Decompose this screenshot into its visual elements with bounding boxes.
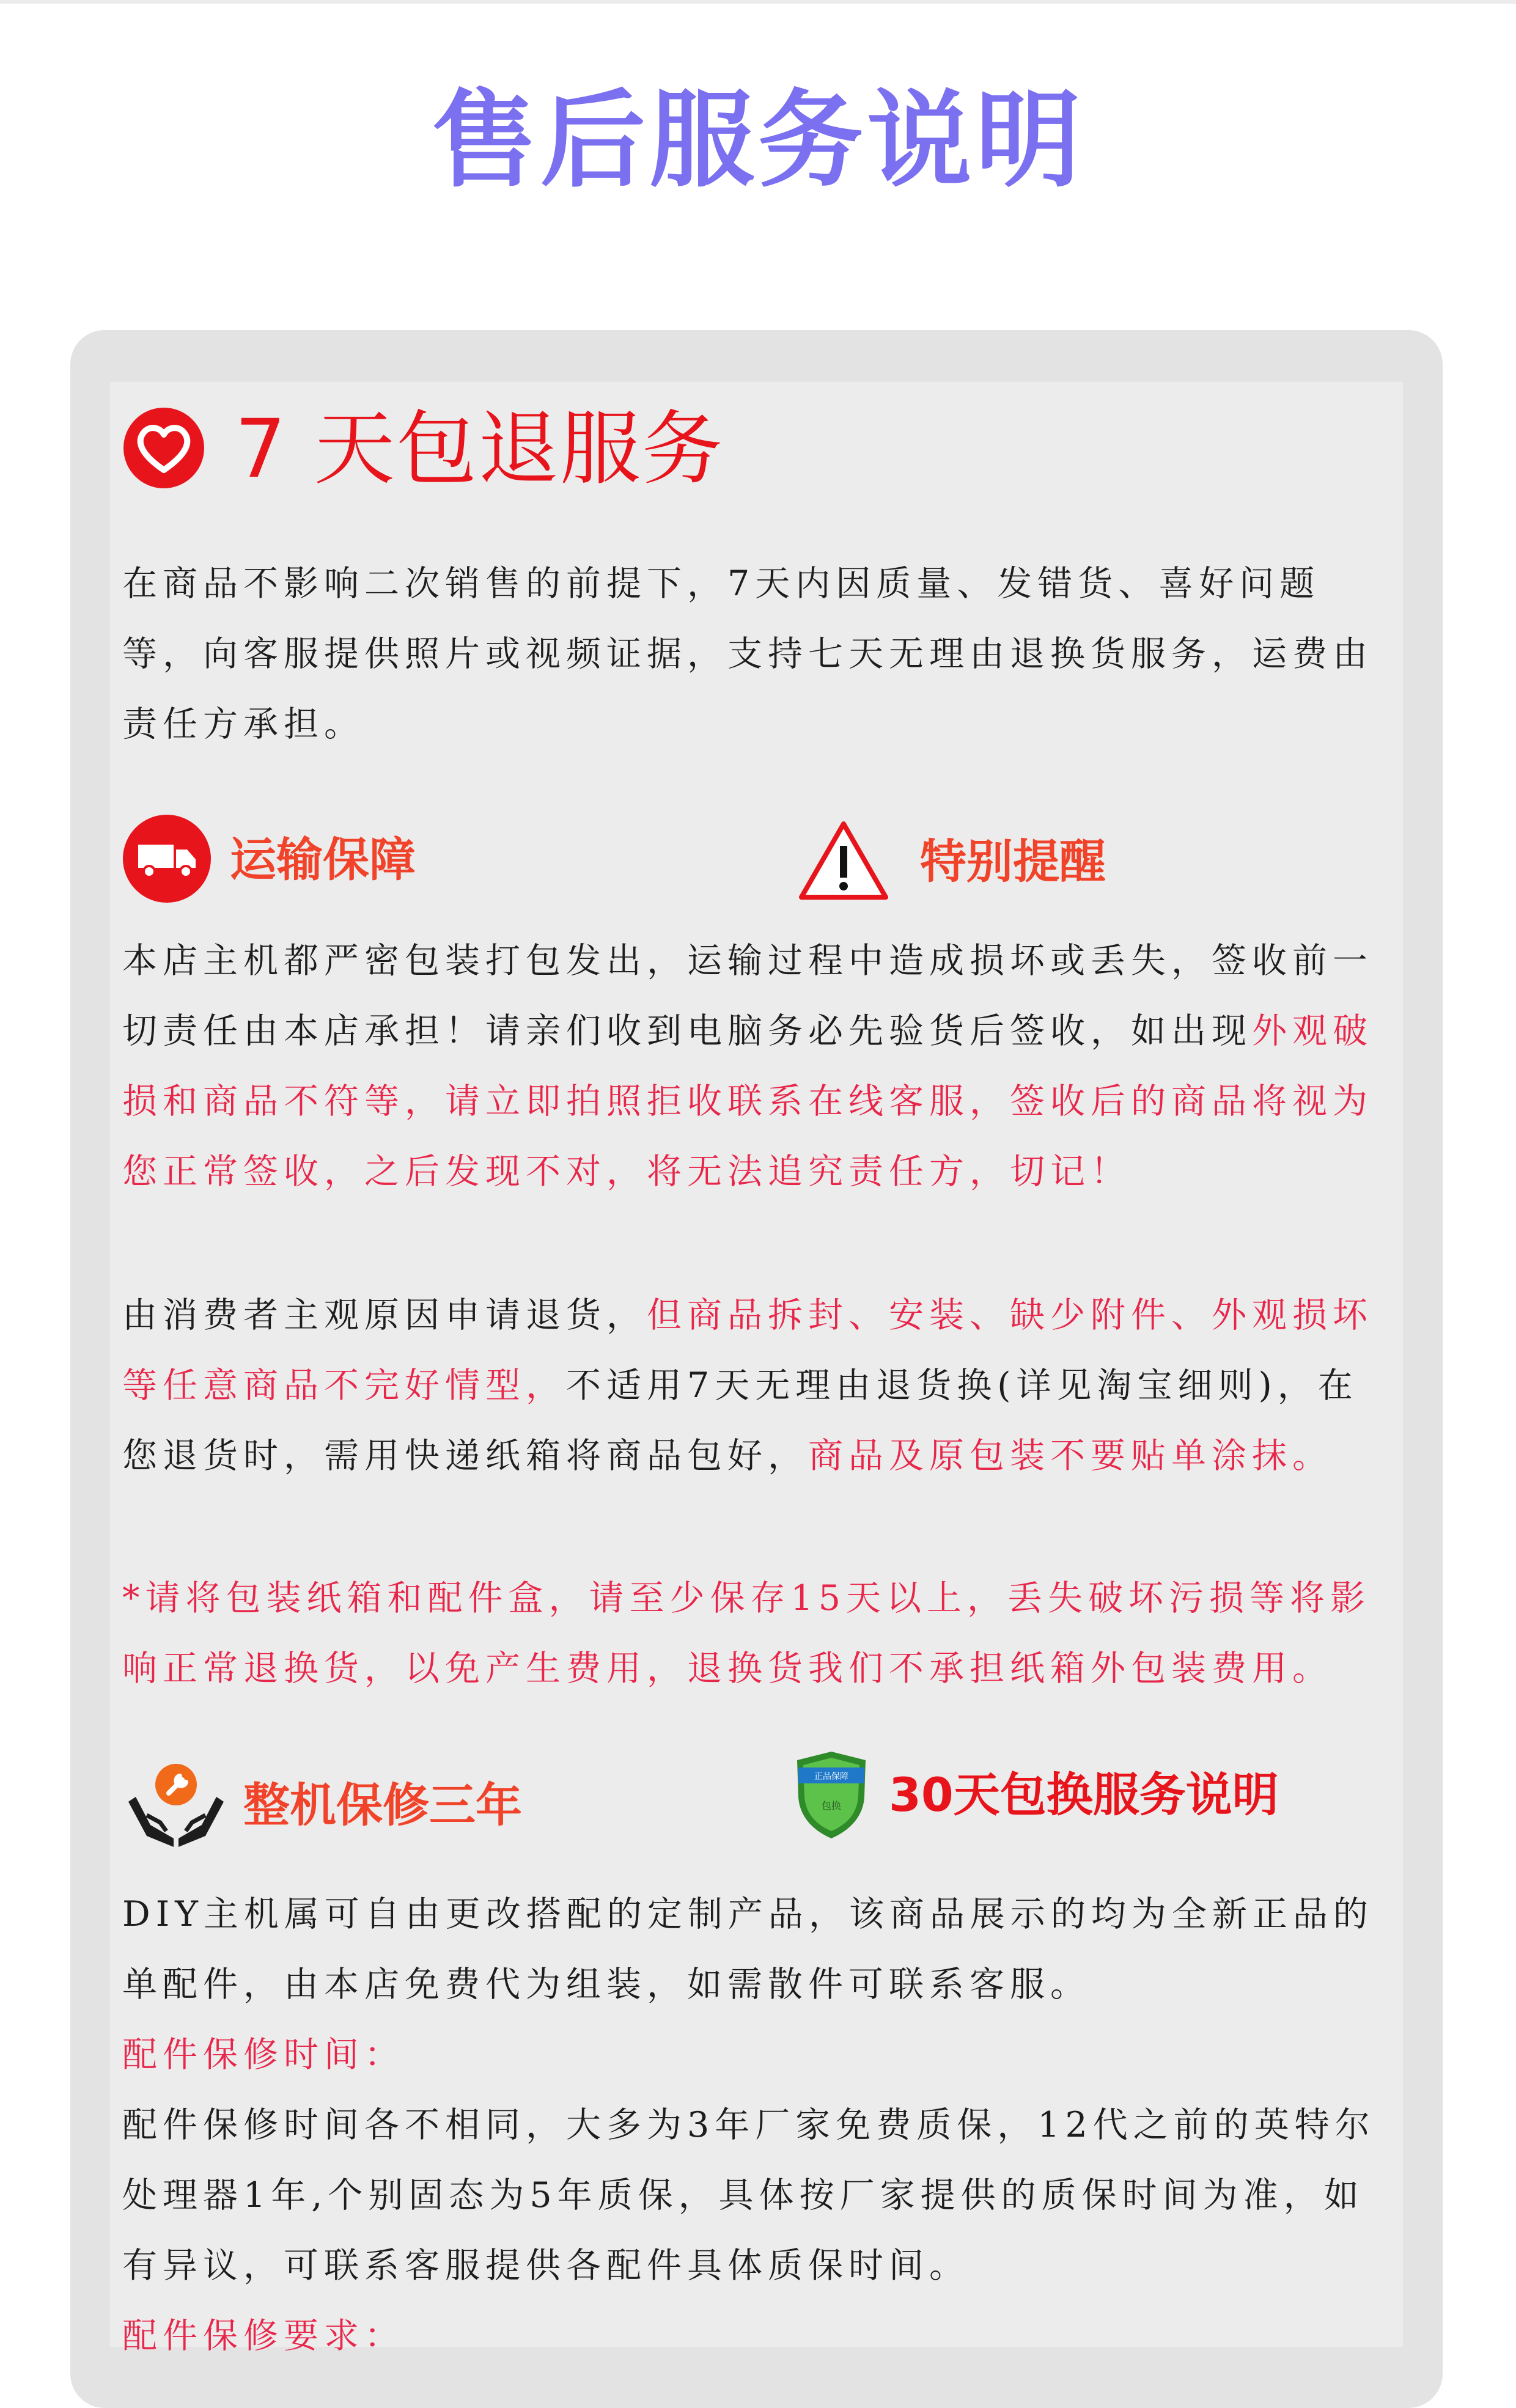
shipping-title: 运输保障	[230, 832, 416, 887]
return-policy-text	[122, 1280, 1394, 1491]
parts-warranty-req-label: 配件保修要求：	[122, 2316, 405, 2356]
shipping-text	[122, 926, 1394, 1207]
return-7-day-text: 在商品不影响二次销售的前提下，7天内因质量、发错货、喜好问题等，向客服提供照片或视频证据，支持七天无理由退换货服务，运费由责任方承担。	[122, 563, 1373, 744]
reminder-title: 特别提醒	[920, 834, 1106, 889]
shield-badge-top: 正品保障	[814, 1772, 848, 1782]
parts-warranty-time-text: 配件保修时间各不相同，大多为3年厂家免费质保，12代之前的英特尔处理器1年,个别固态为5年质保，具体按厂家提供的质保时间为准，如有异议，可联系客服提供各配件具体质保时间。	[122, 2105, 1375, 2286]
warranty-heading	[122, 1759, 522, 1852]
shield-badge-bottom: 包换	[821, 1800, 842, 1812]
return-policy-part3: 不适用7天无理由退货换(详见淘宝细则)，在您退货时，需用快递纸箱将商品包好，	[122, 1365, 1358, 1476]
packaging-note: *请将包装纸箱和配件盒，请至少保存15天以上，丢失破坏污损等将影响正常退换货，以免产生费用，退换货我们不承担纸箱外包装费用。	[122, 1578, 1371, 1689]
shield-icon	[793, 1749, 869, 1841]
page-title: 售后服务说明	[432, 79, 1084, 202]
return-policy-part2: 但商品拆封、安装、缺少附件、外观损坏等任意商品不完好情型，	[122, 1295, 1373, 1406]
return-policy-part4: 商品及原包装不要贴单涂抹。	[808, 1436, 1333, 1476]
shipping-heading	[122, 814, 416, 906]
top-divider	[0, 0, 1516, 4]
shipping-text-warning: 外观破损和商品不符等，请立即拍照拒收联系在线客服，签收后的商品将视为您正常签收，之后发现不对，将无法追究责任方，切记！	[122, 1011, 1373, 1192]
return-7-day-heading	[122, 403, 724, 495]
heart-icon	[122, 406, 205, 492]
diy-text: DIY主机属可自由更改搭配的定制产品，该商品展示的均为全新正品的单配件，由本店免费代为组装，如需散件可联系客服。	[122, 1894, 1374, 2005]
return-7-day-title: 7 天包退服务	[235, 402, 724, 496]
truck-icon	[122, 814, 212, 906]
exchange-title: 30天包换服务说明	[889, 1767, 1279, 1822]
exchange-heading	[793, 1749, 1279, 1841]
return-policy-part1: 由消费者主观原因申请退货，	[122, 1295, 647, 1335]
shipping-text-part1: 本店主机都严密包装打包发出，运输过程中造成损坏或丢失，签收前一切责任由本店承担！请亲们收到电脑务必先验货后签收，如出现	[122, 941, 1373, 1051]
warning-icon	[798, 819, 889, 905]
parts-warranty-time-label: 配件保修时间：	[122, 2035, 405, 2075]
warranty-title: 整机保修三年	[243, 1778, 522, 1832]
repair-hands-icon	[122, 1759, 230, 1852]
reminder-heading	[798, 819, 1106, 905]
